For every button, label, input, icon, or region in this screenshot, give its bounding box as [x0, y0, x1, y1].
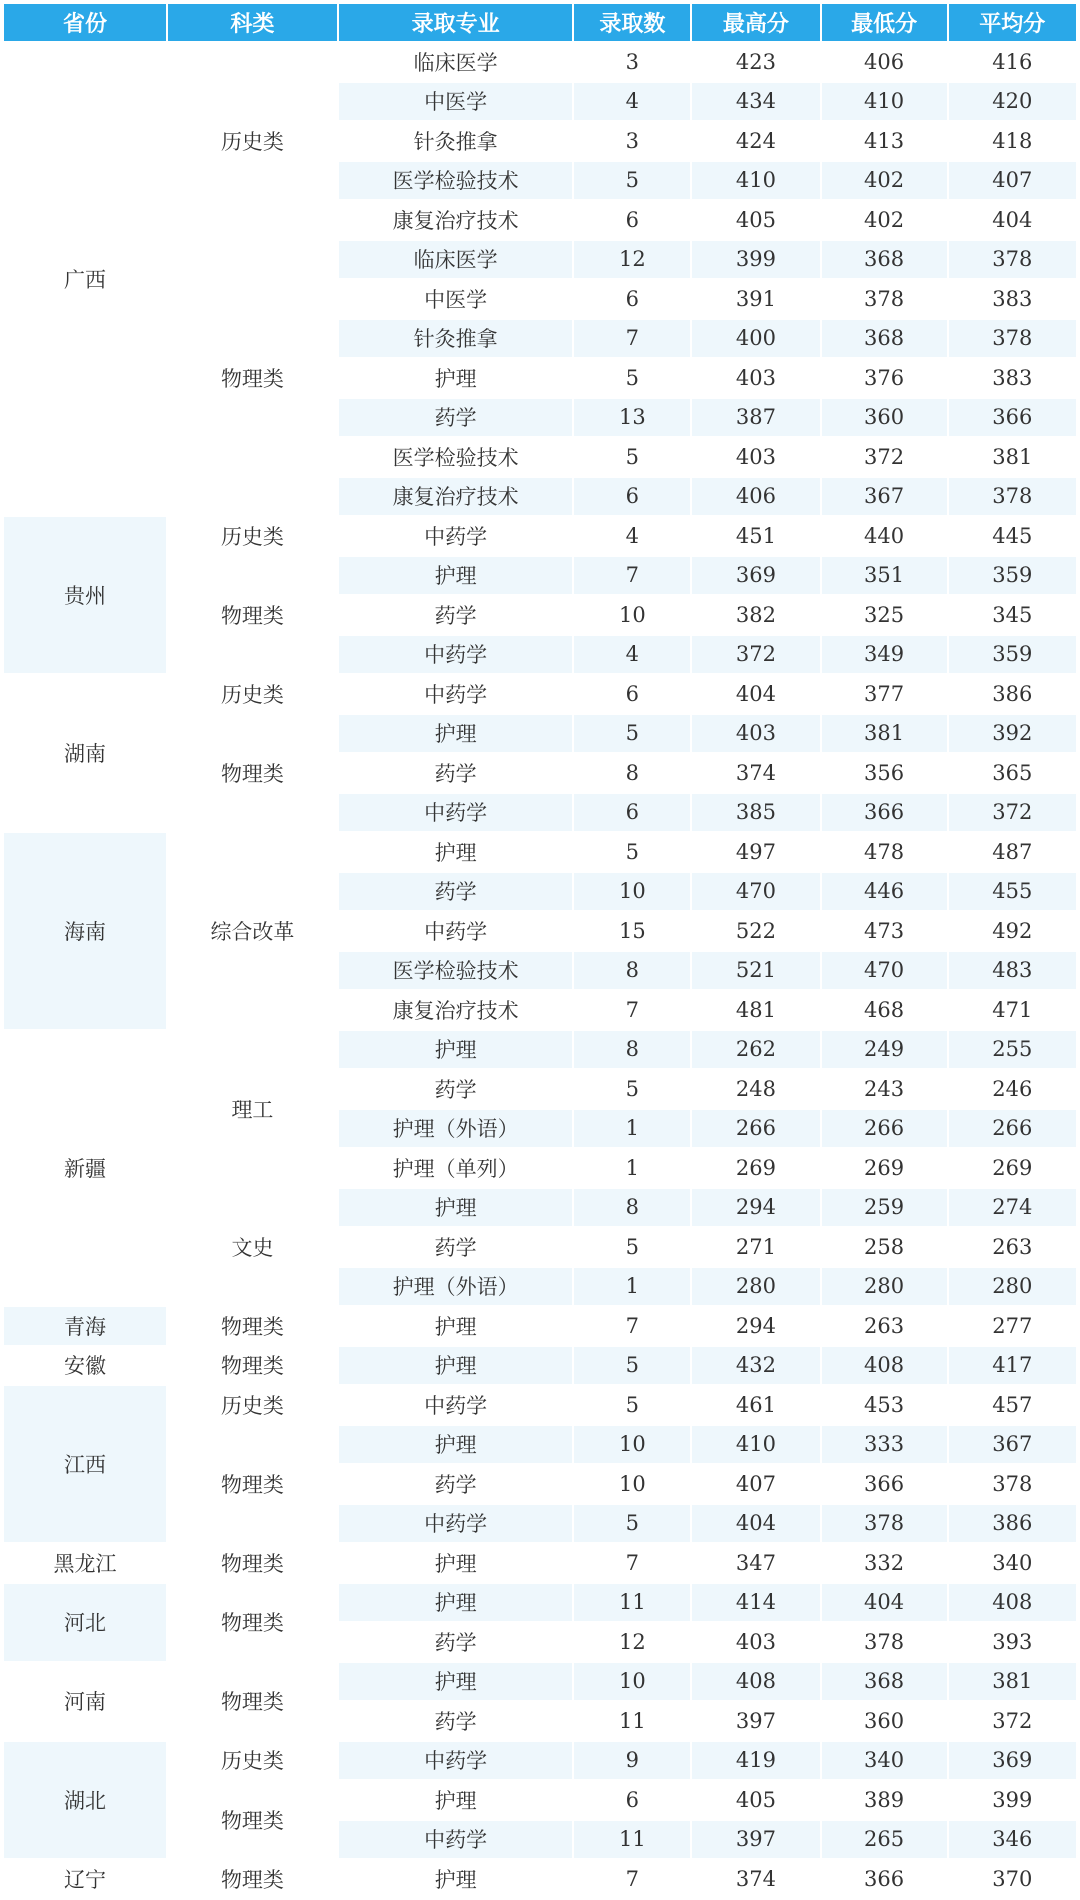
category-cell: 历史类: [167, 1741, 338, 1781]
major-cell: 药学: [338, 1464, 574, 1504]
max-score-cell: 404: [691, 674, 820, 714]
major-cell: 中药学: [338, 516, 574, 556]
max-score-cell: 374: [691, 1859, 820, 1899]
max-score-cell: 522: [691, 911, 820, 951]
admitted-count-cell: 6: [573, 279, 691, 319]
major-cell: 医学检验技术: [338, 951, 574, 991]
category-cell: 物理类: [167, 714, 338, 833]
max-score-cell: 408: [691, 1662, 820, 1702]
admitted-count-cell: 7: [573, 1306, 691, 1346]
avg-score-cell: 378: [948, 477, 1077, 517]
max-score-cell: 521: [691, 951, 820, 991]
major-cell: 药学: [338, 753, 574, 793]
avg-score-cell: 492: [948, 911, 1077, 951]
major-cell: 护理: [338, 358, 574, 398]
admitted-count-cell: 7: [573, 556, 691, 596]
header-province: 省份: [3, 3, 167, 42]
major-cell: 药学: [338, 595, 574, 635]
table-row: [3, 42, 1077, 82]
max-score-cell: 280: [691, 1267, 820, 1307]
min-score-cell: 259: [821, 1188, 948, 1228]
province-cell: 辽宁: [3, 1859, 167, 1899]
max-score-cell: 424: [691, 121, 820, 161]
max-score-cell: 369: [691, 556, 820, 596]
min-score-cell: 440: [821, 516, 948, 556]
max-score-cell: 294: [691, 1306, 820, 1346]
min-score-cell: 372: [821, 437, 948, 477]
table-row: [3, 674, 1077, 714]
max-score-cell: 403: [691, 437, 820, 477]
admitted-count-cell: 6: [573, 477, 691, 517]
max-score-cell: 470: [691, 872, 820, 912]
avg-score-cell: 280: [948, 1267, 1077, 1307]
province-cell: 青海: [3, 1306, 167, 1346]
min-score-cell: 366: [821, 793, 948, 833]
table-row: [3, 1030, 1077, 1070]
avg-score-cell: 420: [948, 82, 1077, 122]
avg-score-cell: 263: [948, 1227, 1077, 1267]
admitted-count-cell: 5: [573, 1346, 691, 1386]
min-score-cell: 378: [821, 279, 948, 319]
avg-score-cell: 407: [948, 161, 1077, 201]
major-cell: 护理: [338, 1662, 574, 1702]
min-score-cell: 446: [821, 872, 948, 912]
category-cell: 物理类: [167, 1780, 338, 1859]
major-cell: 护理: [338, 1543, 574, 1583]
avg-score-cell: 487: [948, 832, 1077, 872]
category-cell: 历史类: [167, 674, 338, 714]
table-body: [3, 42, 1077, 1899]
table-row: [3, 516, 1077, 556]
min-score-cell: 406: [821, 42, 948, 82]
admitted-count-cell: 6: [573, 200, 691, 240]
major-cell: 护理: [338, 1780, 574, 1820]
table-row: [3, 832, 1077, 872]
admitted-count-cell: 5: [573, 1227, 691, 1267]
admitted-count-cell: 6: [573, 674, 691, 714]
admitted-count-cell: 7: [573, 1543, 691, 1583]
category-cell: 文史: [167, 1188, 338, 1307]
admitted-count-cell: 8: [573, 1188, 691, 1228]
header-admitted-count: 录取数: [573, 3, 691, 42]
admitted-count-cell: 10: [573, 1662, 691, 1702]
avg-score-cell: 255: [948, 1030, 1077, 1070]
avg-score-cell: 455: [948, 872, 1077, 912]
max-score-cell: 403: [691, 714, 820, 754]
min-score-cell: 368: [821, 319, 948, 359]
province-cell: 河南: [3, 1662, 167, 1741]
avg-score-cell: 372: [948, 1701, 1077, 1741]
max-score-cell: 271: [691, 1227, 820, 1267]
min-score-cell: 249: [821, 1030, 948, 1070]
max-score-cell: 269: [691, 1148, 820, 1188]
avg-score-cell: 365: [948, 753, 1077, 793]
province-cell: 广西: [3, 42, 167, 516]
header-avg-score: 平均分: [948, 3, 1077, 42]
admitted-count-cell: 5: [573, 714, 691, 754]
max-score-cell: 404: [691, 1504, 820, 1544]
avg-score-cell: 266: [948, 1109, 1077, 1149]
header-category: 科类: [167, 3, 338, 42]
category-cell: 物理类: [167, 1306, 338, 1346]
avg-score-cell: 246: [948, 1069, 1077, 1109]
admitted-count-cell: 4: [573, 635, 691, 675]
avg-score-cell: 370: [948, 1859, 1077, 1899]
admitted-count-cell: 6: [573, 793, 691, 833]
admitted-count-cell: 10: [573, 595, 691, 635]
table-row: [3, 1543, 1077, 1583]
max-score-cell: 399: [691, 240, 820, 280]
major-cell: 药学: [338, 398, 574, 438]
max-score-cell: 385: [691, 793, 820, 833]
max-score-cell: 391: [691, 279, 820, 319]
category-cell: 历史类: [167, 1385, 338, 1425]
admitted-count-cell: 6: [573, 1780, 691, 1820]
admitted-count-cell: 5: [573, 1385, 691, 1425]
table-row: [3, 1741, 1077, 1781]
avg-score-cell: 445: [948, 516, 1077, 556]
max-score-cell: 382: [691, 595, 820, 635]
avg-score-cell: 378: [948, 240, 1077, 280]
admitted-count-cell: 3: [573, 42, 691, 82]
min-score-cell: 367: [821, 477, 948, 517]
avg-score-cell: 386: [948, 1504, 1077, 1544]
admitted-count-cell: 5: [573, 437, 691, 477]
min-score-cell: 280: [821, 1267, 948, 1307]
min-score-cell: 381: [821, 714, 948, 754]
min-score-cell: 265: [821, 1820, 948, 1860]
min-score-cell: 453: [821, 1385, 948, 1425]
avg-score-cell: 274: [948, 1188, 1077, 1228]
avg-score-cell: 418: [948, 121, 1077, 161]
admitted-count-cell: 12: [573, 240, 691, 280]
major-cell: 中药学: [338, 1385, 574, 1425]
major-cell: 中药学: [338, 1820, 574, 1860]
category-cell: 理工: [167, 1030, 338, 1188]
max-score-cell: 432: [691, 1346, 820, 1386]
max-score-cell: 410: [691, 161, 820, 201]
avg-score-cell: 359: [948, 556, 1077, 596]
table-row: [3, 1859, 1077, 1899]
avg-score-cell: 381: [948, 1662, 1077, 1702]
admitted-count-cell: 12: [573, 1622, 691, 1662]
admitted-count-cell: 7: [573, 1859, 691, 1899]
min-score-cell: 402: [821, 161, 948, 201]
header-major: 录取专业: [338, 3, 574, 42]
avg-score-cell: 383: [948, 358, 1077, 398]
avg-score-cell: 340: [948, 1543, 1077, 1583]
admitted-count-cell: 8: [573, 951, 691, 991]
major-cell: 护理（外语）: [338, 1267, 574, 1307]
min-score-cell: 360: [821, 1701, 948, 1741]
admitted-count-cell: 11: [573, 1820, 691, 1860]
category-cell: 物理类: [167, 1346, 338, 1386]
max-score-cell: 406: [691, 477, 820, 517]
admitted-count-cell: 7: [573, 319, 691, 359]
admitted-count-cell: 10: [573, 872, 691, 912]
avg-score-cell: 471: [948, 990, 1077, 1030]
major-cell: 康复治疗技术: [338, 990, 574, 1030]
max-score-cell: 407: [691, 1464, 820, 1504]
avg-score-cell: 277: [948, 1306, 1077, 1346]
major-cell: 护理: [338, 1583, 574, 1623]
major-cell: 中药学: [338, 793, 574, 833]
table-row: [3, 1385, 1077, 1425]
min-score-cell: 376: [821, 358, 948, 398]
avg-score-cell: 381: [948, 437, 1077, 477]
max-score-cell: 497: [691, 832, 820, 872]
admitted-count-cell: 5: [573, 1504, 691, 1544]
province-cell: 安徽: [3, 1346, 167, 1386]
major-cell: 康复治疗技术: [338, 200, 574, 240]
admitted-count-cell: 8: [573, 753, 691, 793]
admission-scores-table: [2, 2, 1078, 1900]
admitted-count-cell: 11: [573, 1701, 691, 1741]
major-cell: 护理: [338, 1188, 574, 1228]
table-row: [3, 1583, 1077, 1623]
max-score-cell: 294: [691, 1188, 820, 1228]
admitted-count-cell: 5: [573, 1069, 691, 1109]
avg-score-cell: 378: [948, 1464, 1077, 1504]
max-score-cell: 372: [691, 635, 820, 675]
min-score-cell: 404: [821, 1583, 948, 1623]
min-score-cell: 473: [821, 911, 948, 951]
max-score-cell: 405: [691, 1780, 820, 1820]
avg-score-cell: 366: [948, 398, 1077, 438]
avg-score-cell: 367: [948, 1425, 1077, 1465]
province-cell: 湖南: [3, 674, 167, 832]
major-cell: 针灸推拿: [338, 121, 574, 161]
major-cell: 护理（单列）: [338, 1148, 574, 1188]
major-cell: 药学: [338, 872, 574, 912]
category-cell: 物理类: [167, 556, 338, 675]
min-score-cell: 351: [821, 556, 948, 596]
max-score-cell: 403: [691, 358, 820, 398]
admitted-count-cell: 5: [573, 358, 691, 398]
min-score-cell: 366: [821, 1464, 948, 1504]
table-row: [3, 1306, 1077, 1346]
max-score-cell: 397: [691, 1701, 820, 1741]
min-score-cell: 368: [821, 1662, 948, 1702]
major-cell: 针灸推拿: [338, 319, 574, 359]
min-score-cell: 413: [821, 121, 948, 161]
category-cell: 物理类: [167, 1662, 338, 1741]
category-cell: 历史类: [167, 42, 338, 240]
major-cell: 中药学: [338, 635, 574, 675]
max-score-cell: 387: [691, 398, 820, 438]
major-cell: 康复治疗技术: [338, 477, 574, 517]
major-cell: 中药学: [338, 911, 574, 951]
province-cell: 新疆: [3, 1030, 167, 1307]
max-score-cell: 248: [691, 1069, 820, 1109]
min-score-cell: 332: [821, 1543, 948, 1583]
avg-score-cell: 392: [948, 714, 1077, 754]
min-score-cell: 333: [821, 1425, 948, 1465]
major-cell: 医学检验技术: [338, 161, 574, 201]
min-score-cell: 269: [821, 1148, 948, 1188]
category-cell: 综合改革: [167, 832, 338, 1030]
max-score-cell: 451: [691, 516, 820, 556]
table-row: [3, 1346, 1077, 1386]
avg-score-cell: 483: [948, 951, 1077, 991]
major-cell: 护理: [338, 832, 574, 872]
major-cell: 药学: [338, 1227, 574, 1267]
min-score-cell: 402: [821, 200, 948, 240]
province-cell: 海南: [3, 832, 167, 1030]
major-cell: 护理（外语）: [338, 1109, 574, 1149]
max-score-cell: 405: [691, 200, 820, 240]
max-score-cell: 266: [691, 1109, 820, 1149]
admitted-count-cell: 4: [573, 516, 691, 556]
min-score-cell: 410: [821, 82, 948, 122]
table-row: [3, 1662, 1077, 1702]
admitted-count-cell: 11: [573, 1583, 691, 1623]
min-score-cell: 266: [821, 1109, 948, 1149]
category-cell: 物理类: [167, 1859, 338, 1899]
major-cell: 中医学: [338, 279, 574, 319]
min-score-cell: 377: [821, 674, 948, 714]
max-score-cell: 419: [691, 1741, 820, 1781]
major-cell: 中药学: [338, 1741, 574, 1781]
min-score-cell: 470: [821, 951, 948, 991]
province-cell: 贵州: [3, 516, 167, 674]
avg-score-cell: 417: [948, 1346, 1077, 1386]
avg-score-cell: 457: [948, 1385, 1077, 1425]
max-score-cell: 347: [691, 1543, 820, 1583]
avg-score-cell: 378: [948, 319, 1077, 359]
min-score-cell: 389: [821, 1780, 948, 1820]
max-score-cell: 410: [691, 1425, 820, 1465]
major-cell: 护理: [338, 1306, 574, 1346]
province-cell: 湖北: [3, 1741, 167, 1860]
category-cell: 物理类: [167, 1583, 338, 1662]
major-cell: 临床医学: [338, 42, 574, 82]
admitted-count-cell: 10: [573, 1425, 691, 1465]
admitted-count-cell: 4: [573, 82, 691, 122]
avg-score-cell: 399: [948, 1780, 1077, 1820]
min-score-cell: 468: [821, 990, 948, 1030]
category-cell: 物理类: [167, 1425, 338, 1544]
max-score-cell: 434: [691, 82, 820, 122]
avg-score-cell: 359: [948, 635, 1077, 675]
admitted-count-cell: 5: [573, 832, 691, 872]
major-cell: 护理: [338, 1030, 574, 1070]
admitted-count-cell: 13: [573, 398, 691, 438]
avg-score-cell: 416: [948, 42, 1077, 82]
admitted-count-cell: 1: [573, 1109, 691, 1149]
max-score-cell: 423: [691, 42, 820, 82]
major-cell: 护理: [338, 1346, 574, 1386]
table-header-row: [3, 3, 1077, 42]
major-cell: 药学: [338, 1701, 574, 1741]
max-score-cell: 397: [691, 1820, 820, 1860]
max-score-cell: 262: [691, 1030, 820, 1070]
max-score-cell: 414: [691, 1583, 820, 1623]
min-score-cell: 325: [821, 595, 948, 635]
min-score-cell: 356: [821, 753, 948, 793]
major-cell: 护理: [338, 556, 574, 596]
avg-score-cell: 404: [948, 200, 1077, 240]
avg-score-cell: 393: [948, 1622, 1077, 1662]
min-score-cell: 408: [821, 1346, 948, 1386]
min-score-cell: 349: [821, 635, 948, 675]
admitted-count-cell: 9: [573, 1741, 691, 1781]
max-score-cell: 374: [691, 753, 820, 793]
major-cell: 中药学: [338, 674, 574, 714]
min-score-cell: 378: [821, 1504, 948, 1544]
avg-score-cell: 383: [948, 279, 1077, 319]
min-score-cell: 368: [821, 240, 948, 280]
min-score-cell: 263: [821, 1306, 948, 1346]
avg-score-cell: 408: [948, 1583, 1077, 1623]
category-cell: 物理类: [167, 1543, 338, 1583]
major-cell: 中医学: [338, 82, 574, 122]
min-score-cell: 360: [821, 398, 948, 438]
avg-score-cell: 345: [948, 595, 1077, 635]
major-cell: 药学: [338, 1622, 574, 1662]
max-score-cell: 461: [691, 1385, 820, 1425]
admitted-count-cell: 7: [573, 990, 691, 1030]
avg-score-cell: 386: [948, 674, 1077, 714]
max-score-cell: 481: [691, 990, 820, 1030]
min-score-cell: 258: [821, 1227, 948, 1267]
admitted-count-cell: 10: [573, 1464, 691, 1504]
admitted-count-cell: 5: [573, 161, 691, 201]
admitted-count-cell: 15: [573, 911, 691, 951]
province-cell: 江西: [3, 1385, 167, 1543]
avg-score-cell: 369: [948, 1741, 1077, 1781]
major-cell: 护理: [338, 714, 574, 754]
min-score-cell: 366: [821, 1859, 948, 1899]
major-cell: 中药学: [338, 1504, 574, 1544]
major-cell: 临床医学: [338, 240, 574, 280]
max-score-cell: 403: [691, 1622, 820, 1662]
min-score-cell: 478: [821, 832, 948, 872]
admitted-count-cell: 3: [573, 121, 691, 161]
header-min-score: 最低分: [821, 3, 948, 42]
province-cell: 黑龙江: [3, 1543, 167, 1583]
category-cell: 历史类: [167, 516, 338, 556]
min-score-cell: 378: [821, 1622, 948, 1662]
admitted-count-cell: 1: [573, 1148, 691, 1188]
province-cell: 河北: [3, 1583, 167, 1662]
min-score-cell: 340: [821, 1741, 948, 1781]
avg-score-cell: 372: [948, 793, 1077, 833]
major-cell: 医学检验技术: [338, 437, 574, 477]
major-cell: 药学: [338, 1069, 574, 1109]
max-score-cell: 400: [691, 319, 820, 359]
category-cell: 物理类: [167, 240, 338, 517]
avg-score-cell: 346: [948, 1820, 1077, 1860]
admitted-count-cell: 1: [573, 1267, 691, 1307]
admitted-count-cell: 8: [573, 1030, 691, 1070]
min-score-cell: 243: [821, 1069, 948, 1109]
header-max-score: 最高分: [691, 3, 820, 42]
major-cell: 护理: [338, 1425, 574, 1465]
major-cell: 护理: [338, 1859, 574, 1899]
avg-score-cell: 269: [948, 1148, 1077, 1188]
